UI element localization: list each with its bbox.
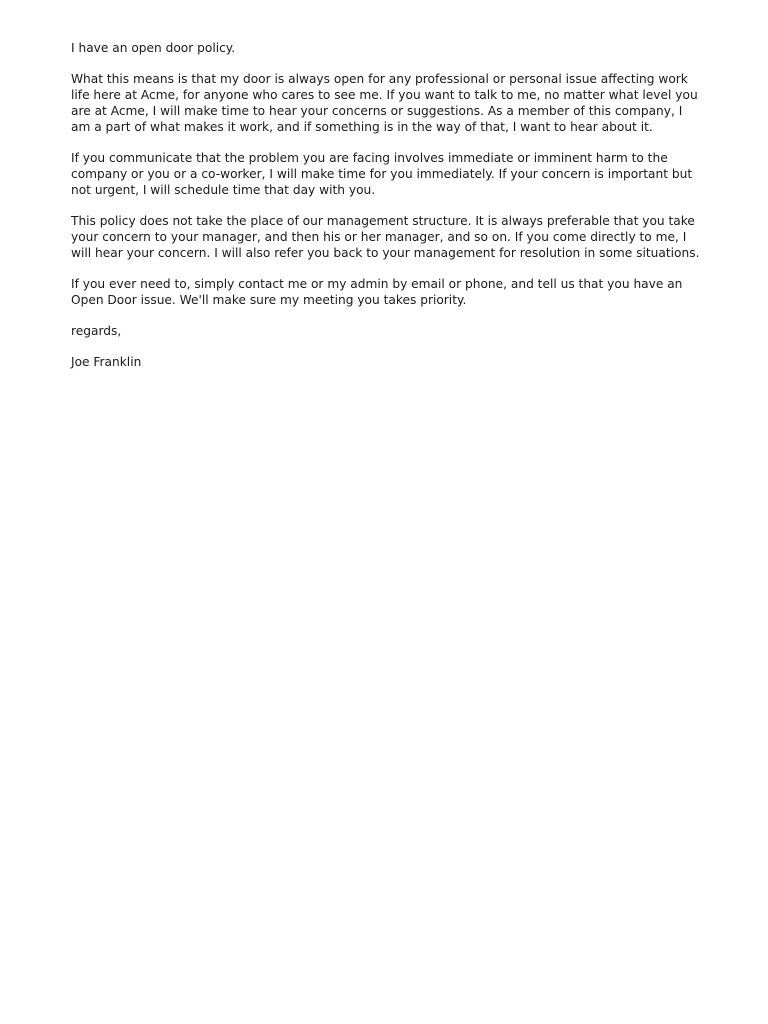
text-line: This policy does not take the place of our management structure. It is always preferable that you take: [71, 214, 695, 228]
text-line: company or you or a co-worker, I will make time for you immediately. If your concern is important but: [71, 167, 693, 181]
text-line: What this means is that my door is always open for any professional or personal issue affecting work: [71, 72, 688, 86]
text-line: am a part of what makes it work, and if something is in the way of that, I want to hear about it.: [71, 120, 653, 134]
text-line: If you communicate that the problem you are facing involves immediate or imminent harm to the: [71, 151, 668, 165]
signature-name: Joe Franklin: [71, 355, 142, 369]
signature: [71, 354, 741, 370]
text-line: life here at Acme, for anyone who cares to see me. If you want to talk to me, no matter what level you: [71, 88, 698, 102]
paragraph-management: [71, 213, 741, 261]
text-line: Open Door issue. We'll make sure my meeting you takes priority.: [71, 293, 467, 307]
text-line: If you ever need to, simply contact me or my admin by email or phone, and tell us that you have an: [71, 277, 683, 291]
paragraph-contact: [71, 276, 741, 308]
text-line: not urgent, I will schedule time that day with you.: [71, 183, 376, 197]
text-line: I have an open door policy.: [71, 41, 236, 55]
paragraph-intro: [71, 40, 741, 56]
text-line: your concern to your manager, and then his or her manager, and so on. If you come directly to me, I: [71, 230, 687, 244]
paragraph-explanation: [71, 71, 741, 135]
letter-body: [71, 40, 741, 385]
closing: [71, 323, 741, 339]
text-line: are at Acme, I will make time to hear your concerns or suggestions. As a member of this company, I: [71, 104, 683, 118]
paragraph-urgency: [71, 150, 741, 198]
text-line: will hear your concern. I will also refer you back to your management for resolution in some situations.: [71, 246, 700, 260]
closing-text: regards,: [71, 324, 122, 338]
